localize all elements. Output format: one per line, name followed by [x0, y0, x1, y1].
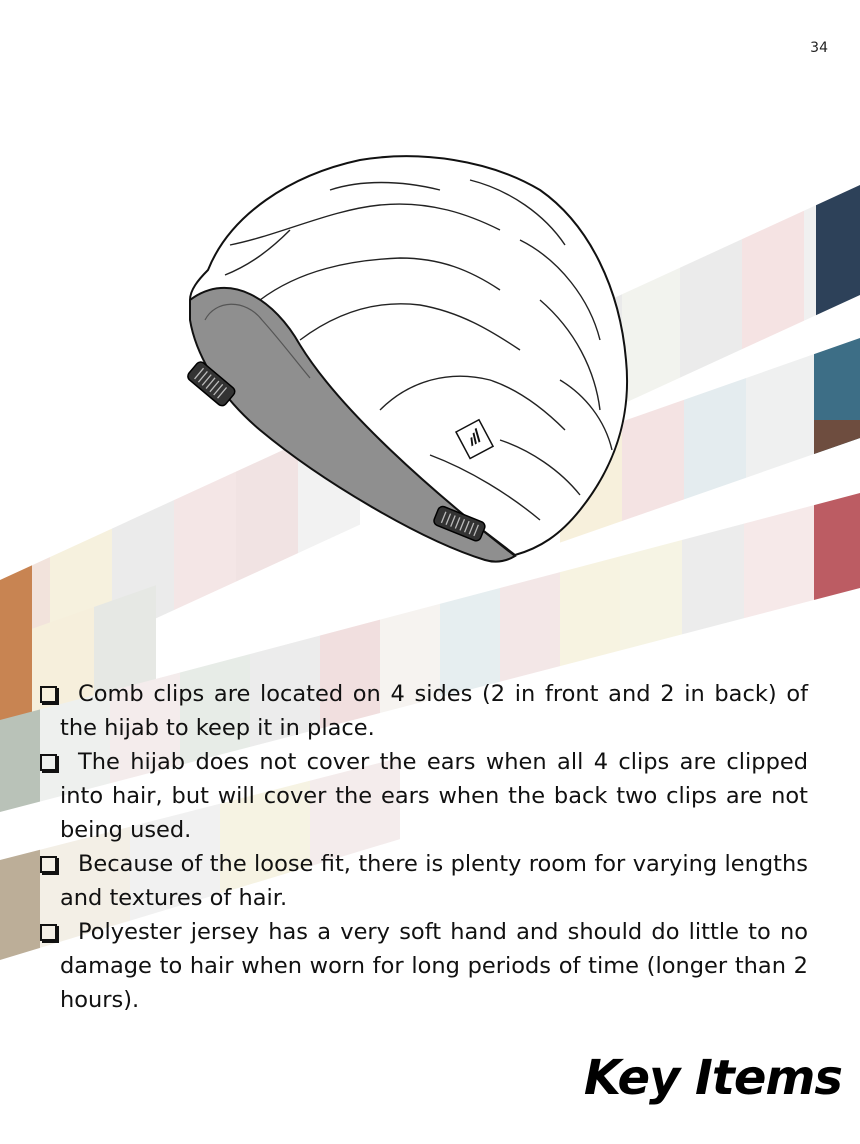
list-item-text: Polyester jersey has a very soft hand and should do little to no damage to hair when worn for long periods of time (longer than 2 hours). [60, 919, 808, 1013]
list-item [40, 745, 808, 847]
list-item-text: Comb clips are located on 4 sides (2 in front and 2 in back) of the hijab to keep it in place. [60, 681, 808, 741]
checkbox-bullet-icon [40, 924, 57, 941]
list-item [40, 915, 808, 1017]
list-item [40, 847, 808, 915]
list-item-text: The hijab does not cover the ears when all 4 clips are clipped into hair, but will cover the ears when the back two clips are not being used. [60, 749, 808, 843]
checkbox-bullet-icon [40, 686, 57, 703]
checkbox-bullet-icon [40, 754, 57, 771]
section-title: Key Items [583, 1050, 842, 1106]
list-item [40, 677, 808, 745]
key-points-list [40, 677, 808, 1017]
page-number: 34 [810, 40, 828, 56]
list-item-text: Because of the loose fit, there is plenty room for varying lengths and textures of hair. [60, 851, 808, 911]
checkbox-bullet-icon [40, 856, 57, 873]
